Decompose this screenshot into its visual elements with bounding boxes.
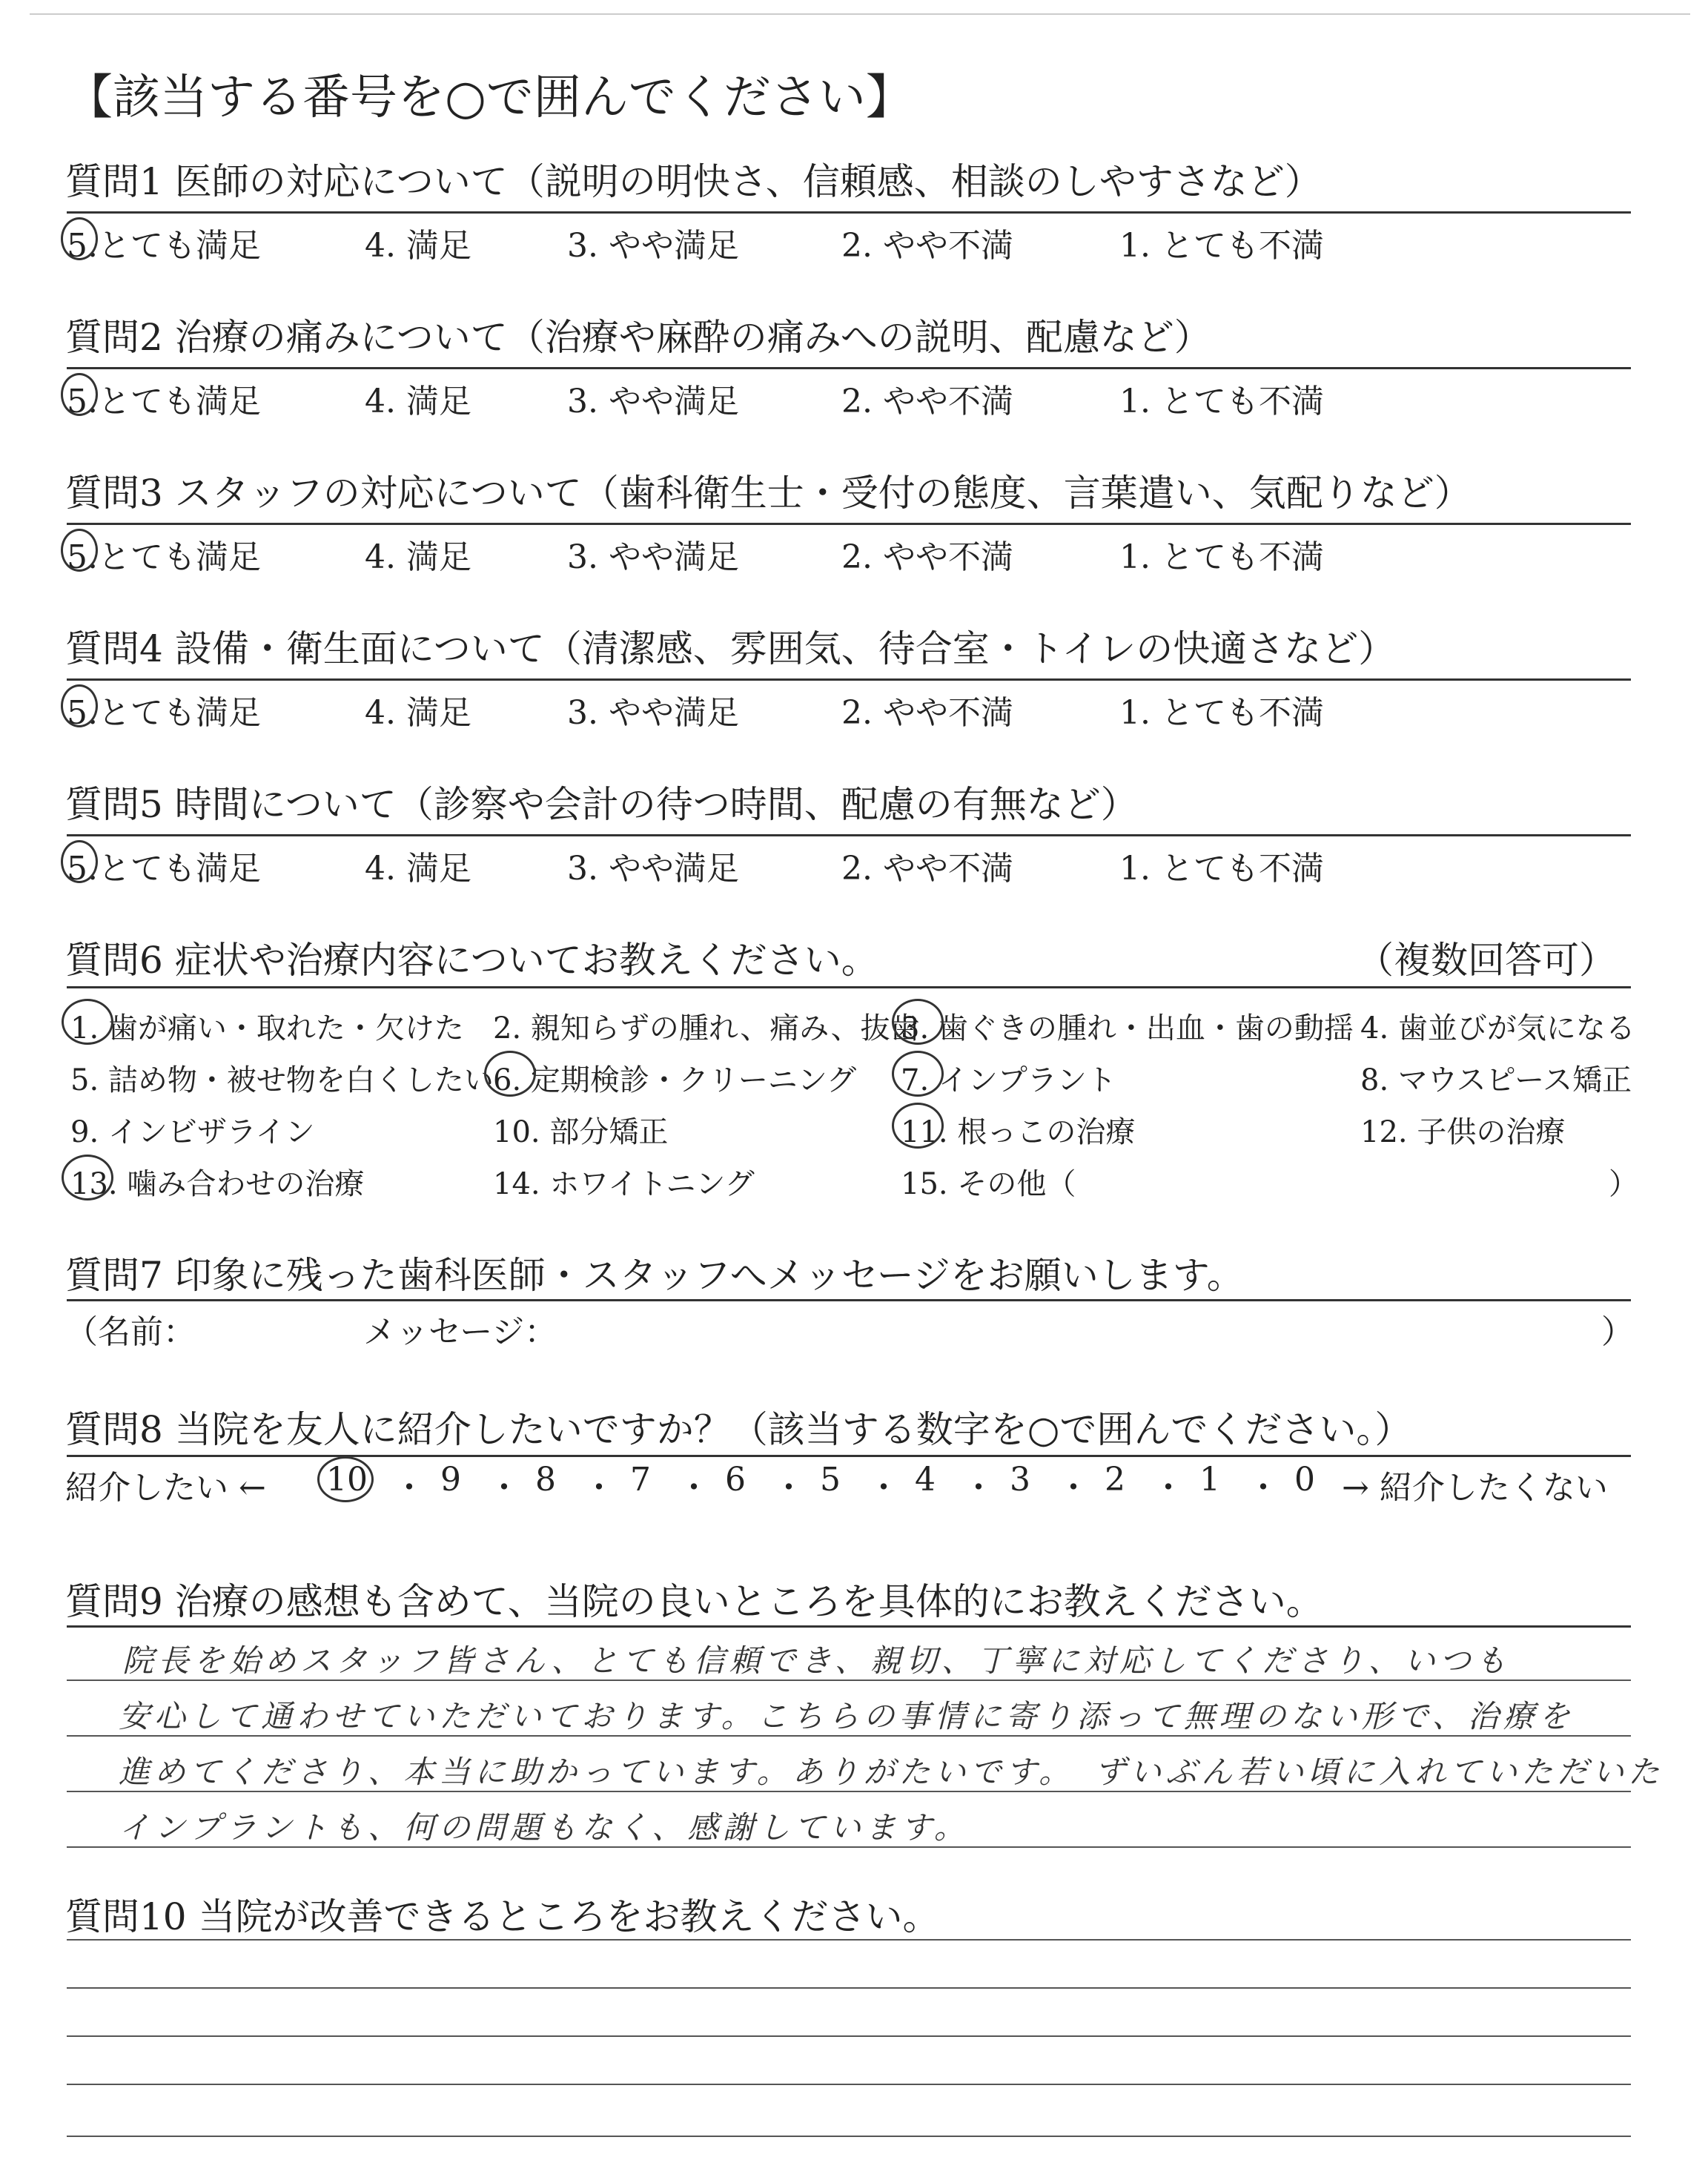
scale-separator: ・ [772, 1469, 805, 1507]
scale-number[interactable]: 4 [915, 1461, 936, 1499]
rating-option[interactable]: 3. やや満足 [567, 850, 739, 888]
scale-separator: ・ [962, 1469, 995, 1507]
q6-selection-circle [484, 1051, 536, 1097]
rating-option[interactable]: 4. 満足 [365, 227, 471, 265]
q6-option[interactable]: 3. 歯ぐきの腫れ・出血・歯の動揺 [901, 1011, 1354, 1046]
rating-option[interactable]: 2. やや不満 [841, 227, 1013, 265]
q6-selection-circle [892, 1103, 944, 1149]
rating-option[interactable]: 3. やや満足 [567, 383, 739, 420]
q8-right-label: → 紹介したくない [1342, 1469, 1608, 1507]
answer-rule [67, 1846, 1631, 1848]
q8-selection-circle [317, 1456, 374, 1502]
rating-option[interactable]: 5.とても満足 [67, 383, 261, 420]
q6-option[interactable]: 12. 子供の治療 [1360, 1115, 1566, 1149]
q6-option[interactable]: 7. インプラント [901, 1063, 1116, 1097]
q8-title: 質問8 当院を友人に紹介したいですか？（該当する数字を○で囲んでください。） [65, 1408, 1412, 1451]
question-rule [67, 211, 1631, 214]
answer-rule [67, 2136, 1631, 2137]
q6-note: （複数回答可） [1357, 939, 1616, 982]
handwritten-answer-line: 安心して通わせていただいております。こちらの事情に寄り添って無理のない形で、治療を [119, 1698, 1575, 1734]
question-rule [67, 678, 1631, 681]
scale-separator: ・ [1057, 1469, 1090, 1507]
q6-option[interactable]: 8. マウスピース矯正 [1360, 1063, 1632, 1097]
scale-number[interactable]: 3 [1010, 1461, 1030, 1499]
scale-separator: ・ [488, 1469, 520, 1507]
q9-title: 質問9 治療の感想も含めて、当院の良いところを具体的にお教えください。 [65, 1580, 1323, 1623]
rating-option[interactable]: 1. とても不満 [1119, 694, 1324, 732]
rating-option[interactable]: 5.とても満足 [67, 227, 261, 265]
rating-option[interactable]: 4. 満足 [365, 383, 471, 420]
scale-number[interactable]: 6 [725, 1461, 746, 1499]
q7-name-label: （名前： [65, 1313, 196, 1351]
rating-option[interactable]: 4. 満足 [365, 850, 471, 888]
q6-option[interactable]: 1. 歯が痛い・取れた・欠けた [70, 1011, 464, 1046]
selection-circle [61, 373, 98, 416]
scale-number[interactable]: 9 [440, 1461, 461, 1499]
question-title: 質問3 スタッフの対応について（歯科衛生士・受付の態度、言葉遣い、気配りなど） [65, 472, 1472, 515]
q6-rule [67, 986, 1631, 988]
rating-option[interactable]: 5.とても満足 [67, 538, 261, 576]
selection-circle [61, 529, 98, 572]
q7-title: 質問7 印象に残った歯科医師・スタッフへメッセージをお願いします。 [65, 1254, 1244, 1297]
q6-option[interactable]: ） [1609, 1167, 1638, 1201]
question-rule [67, 523, 1631, 525]
q9-rule [67, 1625, 1631, 1628]
selection-circle [61, 840, 98, 883]
answer-rule [67, 2035, 1631, 2037]
scale-number[interactable]: 1 [1199, 1461, 1220, 1499]
question-title: 質問4 設備・衛生面について（清潔感、雰囲気、待合室・トイレの快適さなど） [65, 627, 1396, 670]
question-rule [67, 367, 1631, 369]
scale-number[interactable]: 8 [535, 1461, 556, 1499]
q6-title: 質問6 症状や治療内容についてお教えください。 [65, 939, 878, 982]
rating-option[interactable]: 4. 満足 [365, 694, 471, 732]
scale-number[interactable]: 0 [1294, 1461, 1315, 1499]
rating-option[interactable]: 2. やや不満 [841, 383, 1013, 420]
rating-option[interactable]: 5.とても満足 [67, 850, 261, 888]
rating-option[interactable]: 4. 満足 [365, 538, 471, 576]
selection-circle [61, 217, 98, 260]
question-title: 質問1 医師の対応について（説明の明快さ、信頼感、相談のしやすさなど） [65, 160, 1322, 203]
question-title: 質問2 治療の痛みについて（治療や麻酔の痛みへの説明、配慮など） [65, 316, 1211, 359]
answer-rule [67, 2084, 1631, 2085]
q6-option[interactable]: 11. 根っこの治療 [901, 1115, 1136, 1149]
q10-title: 質問10 当院が改善できるところをお教えください。 [65, 1895, 940, 1938]
rating-option[interactable]: 1. とても不満 [1119, 538, 1324, 576]
handwritten-answer-line: 院長を始めスタッフ皆さん、とても信頼でき、親切、丁寧に対応してくださり、いつも [122, 1642, 1511, 1679]
answer-rule [67, 1735, 1631, 1737]
q8-rule [67, 1455, 1631, 1457]
page-top-edge [30, 13, 1690, 15]
q7-rule [67, 1299, 1631, 1301]
q6-option[interactable]: 6. 定期検診・クリーニング [493, 1063, 857, 1097]
q6-selection-circle [892, 1051, 944, 1097]
q6-selection-circle [892, 999, 944, 1045]
q8-left-label: 紹介したい ← [65, 1469, 266, 1507]
rating-option[interactable]: 1. とても不満 [1119, 850, 1324, 888]
scale-number[interactable]: 2 [1105, 1461, 1125, 1499]
rating-option[interactable]: 1. とても不満 [1119, 383, 1324, 420]
scale-number[interactable]: 10 [326, 1461, 368, 1499]
answer-rule [67, 1939, 1631, 1941]
answer-rule [67, 1680, 1631, 1681]
rating-option[interactable]: 2. やや不満 [841, 538, 1013, 576]
rating-option[interactable]: 2. やや不満 [841, 850, 1013, 888]
scale-separator: ・ [1152, 1469, 1185, 1507]
q7-close-paren: ） [1601, 1313, 1634, 1351]
answer-rule [67, 1987, 1631, 1989]
q6-option[interactable]: 13. 噛み合わせの治療 [70, 1167, 365, 1201]
scale-number[interactable]: 5 [820, 1461, 841, 1499]
question-rule [67, 834, 1631, 836]
question-title: 質問5 時間について（診察や会計の待つ時間、配慮の有無など） [65, 783, 1138, 826]
scale-separator: ・ [1247, 1469, 1280, 1507]
q6-option[interactable]: 9. インビザライン [70, 1115, 315, 1149]
scale-separator: ・ [678, 1469, 710, 1507]
q6-option[interactable]: 14. ホワイトニング [493, 1167, 755, 1201]
rating-option[interactable]: 5.とても満足 [67, 694, 261, 732]
answer-rule [67, 1791, 1631, 1792]
rating-option[interactable]: 1. とても不満 [1119, 227, 1324, 265]
handwritten-answer-line: インプラントも、何の問題もなく、感謝しています。 [119, 1809, 970, 1846]
q7-message-label: メッセージ： [363, 1313, 557, 1351]
q6-option[interactable]: 2. 親知らずの腫れ、痛み、抜歯 [493, 1011, 920, 1046]
q6-selection-circle [62, 999, 113, 1045]
q6-option[interactable]: 15. その他（ [901, 1167, 1076, 1201]
q6-option[interactable]: 10. 部分矯正 [493, 1115, 669, 1149]
rating-option[interactable]: 3. やや満足 [567, 694, 739, 732]
instruction-heading: 【該当する番号を○で囲んでください】 [65, 70, 913, 125]
rating-option[interactable]: 3. やや満足 [567, 538, 739, 576]
scale-number[interactable]: 7 [630, 1461, 651, 1499]
q6-selection-circle [62, 1155, 113, 1200]
selection-circle [61, 684, 98, 727]
q6-option[interactable]: 5. 詰め物・被せ物を白くしたい [70, 1063, 494, 1097]
scale-separator: ・ [393, 1469, 426, 1507]
q6-option[interactable]: 4. 歯並びが気になる [1360, 1011, 1635, 1046]
handwritten-answer-line: 進めてくださり、本当に助かっています。ありがたいです。 ずいぶん若い頃に入れていただいた [119, 1754, 1664, 1790]
scale-separator: ・ [867, 1469, 900, 1507]
rating-option[interactable]: 2. やや不満 [841, 694, 1013, 732]
scale-separator: ・ [583, 1469, 615, 1507]
rating-option[interactable]: 3. やや満足 [567, 227, 739, 265]
